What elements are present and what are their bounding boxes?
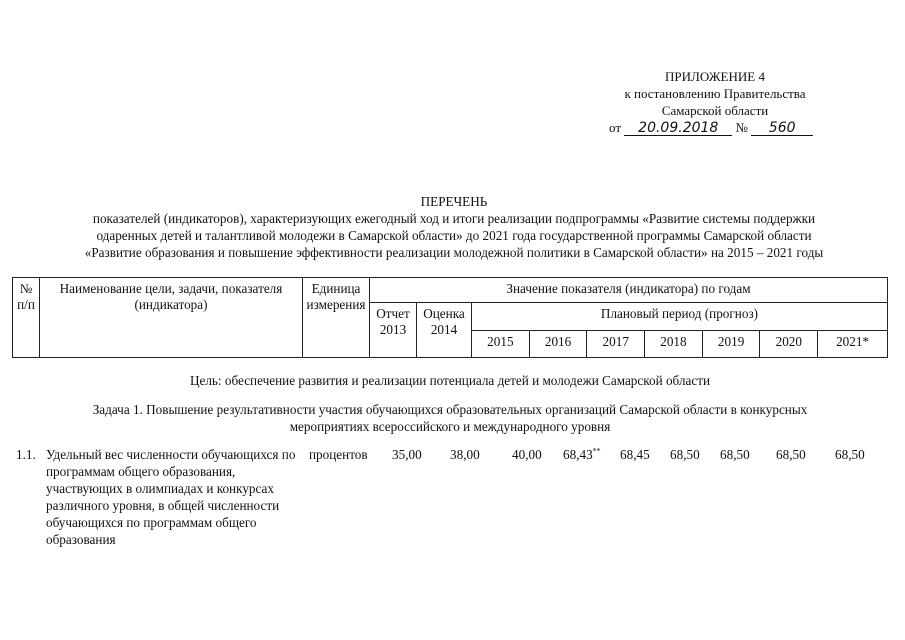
heading-line1: показателей (индикаторов), характеризующих ежегодный ход и итоги реализации подпрограммы «Развитие системы поддержки	[92, 211, 816, 226]
annex-title: ПРИЛОЖЕНИЕ 4	[665, 69, 765, 84]
value-2015: 40,00	[512, 447, 542, 462]
col-report-header: Отчет 2013	[370, 303, 417, 358]
col-values-header: Значение показателя (индикатора) по годам	[370, 278, 888, 303]
indicators-table-header	[12, 277, 888, 358]
task-line1: Задача 1. Повышение результативности участия обучающихся образовательных организаций Самарской области в конкурсных	[92, 402, 808, 417]
col-unit-header: Единица измерения	[303, 278, 370, 358]
value-2014: 38,00	[450, 447, 480, 462]
value-2018: 68,50	[670, 447, 700, 462]
annex-line1: к постановлению Правительства	[624, 86, 806, 101]
col-name-header: Наименование цели, задачи, показателя (индикатора)	[40, 278, 303, 358]
value-2013: 35,00	[392, 447, 422, 462]
document-heading	[20, 193, 888, 261]
document-title: ПЕРЕЧЕНЬ	[420, 194, 488, 209]
task-text	[12, 401, 888, 435]
handwritten-date: 20.09.2018	[624, 121, 732, 136]
heading-line3: «Развитие образования и повышение эффективности реализации молодежной политики в Самарской области» на 2015 – 2021 годы	[84, 245, 824, 260]
year-header: 2019	[702, 330, 760, 358]
col-estimate-header: Оценка 2014	[417, 303, 472, 358]
indicator-unit: процентов	[309, 447, 368, 462]
col-plan-header: Плановый период (прогноз)	[472, 303, 888, 331]
value-2019: 68,50	[720, 447, 750, 462]
value-2021: 68,50	[835, 447, 865, 462]
task-line2: мероприятиях всероссийского и международного уровня	[289, 419, 611, 434]
year-header: 2017	[587, 330, 645, 358]
col-number-header: № п/п	[13, 278, 40, 358]
indicator-name: Удельный вес численности обучающихся по программам общего образования, участвующих в олимпиадах и конкурсах различного уровня, в общей численности обучающихся по программам общего образования	[46, 447, 296, 547]
year-header: 2021*	[818, 330, 888, 358]
value-2017: 68,45	[620, 447, 650, 462]
value-2016-footnote-mark: **	[592, 446, 601, 456]
year-header: 2016	[529, 330, 587, 358]
value-2020: 68,50	[776, 447, 806, 462]
number-prefix: №	[735, 120, 748, 135]
year-header: 2015	[472, 330, 530, 358]
value-2016-number: 68,43	[563, 447, 593, 462]
year-header: 2018	[645, 330, 703, 358]
goal-text: Цель: обеспечение развития и реализации потенциала детей и молодежи Самарской области	[189, 373, 711, 388]
annex-dateline	[609, 119, 845, 136]
handwritten-number: 560	[751, 121, 813, 136]
year-header: 2020	[760, 330, 818, 358]
indicator-number: 1.1.	[16, 447, 36, 462]
heading-line2: одаренных детей и талантливой молодежи в Самарской области» до 2021 года государственной программы Самарской области	[96, 228, 812, 243]
annex-header	[585, 68, 845, 136]
annex-line2: Самарской области	[661, 103, 769, 118]
date-prefix: от	[609, 120, 622, 135]
value-2016	[563, 446, 601, 463]
